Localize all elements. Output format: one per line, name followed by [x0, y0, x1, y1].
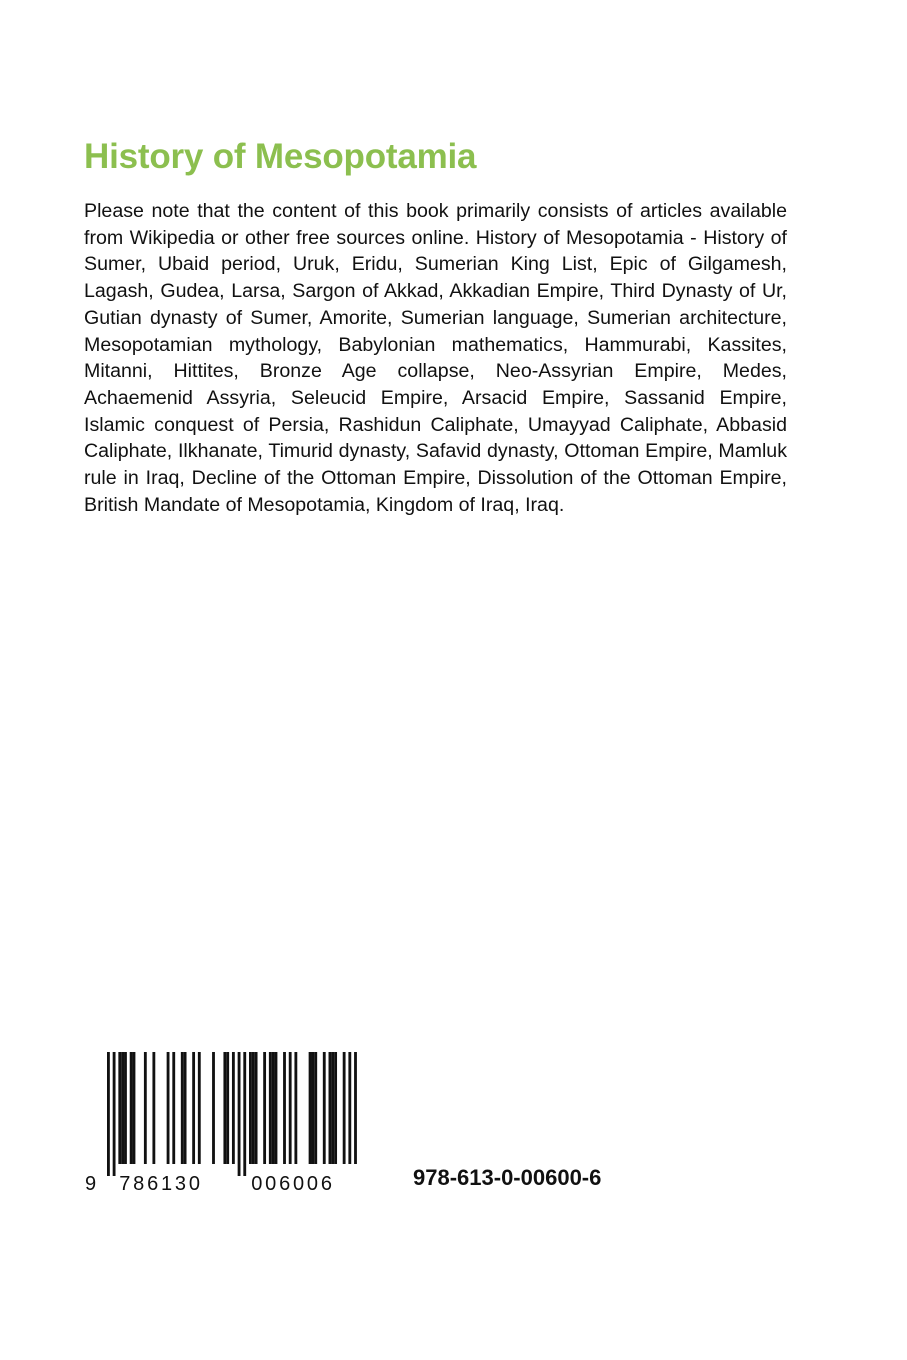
- barcode-bar: [252, 1052, 255, 1164]
- barcode-bar: [184, 1052, 187, 1164]
- barcode-bar: [198, 1052, 201, 1164]
- barcode-bar: [223, 1052, 226, 1164]
- barcode-bar: [249, 1052, 252, 1164]
- barcode-bar: [167, 1052, 170, 1164]
- barcode-bar: [192, 1052, 195, 1164]
- barcode-bar: [226, 1052, 229, 1164]
- barcode-bar: [255, 1052, 258, 1164]
- barcode-bar: [289, 1052, 292, 1164]
- barcode-bar: [238, 1052, 241, 1176]
- barcode-bar: [263, 1052, 266, 1164]
- barcode-bar: [272, 1052, 275, 1164]
- barcode-first-digit: 9: [85, 1173, 97, 1195]
- barcode-bar: [121, 1052, 124, 1164]
- barcode-bar: [130, 1052, 133, 1164]
- barcode-bar: [354, 1052, 357, 1164]
- barcode-bar: [323, 1052, 326, 1164]
- barcode-bar: [181, 1052, 184, 1164]
- barcode-bar: [348, 1052, 351, 1164]
- barcode-bar: [343, 1052, 346, 1164]
- barcode-right-digits: 006006: [251, 1173, 335, 1195]
- barcode-bar: [133, 1052, 136, 1164]
- book-description: Please note that the content of this book primarily consists of articles available from Wikipedia or other free sources online. History of Mesopotamia - History of Sumer, Ubaid period, Uruk, Eridu, Sumerian King List, Epic of Gilgamesh, Lagash, Gudea, Larsa, Sargon of Akkad, Akkadian Empire, Third Dynasty of Ur, Gutian dynasty of Sumer, Amorite, Sumerian language, Sumerian architecture, Mesopotamian mythology, Babylonian mathematics, Hammurabi, Kassites, Mitanni, Hittites, Bronze Age collapse, Neo-Assyrian Empire, Medes, Achaemenid Assyria, Seleucid Empire, Arsacid Empire, Sassanid Empire, Islamic conquest of Persia, Rashidun Caliphate, Umayyad Caliphate, Abbasid Caliphate, Ilkhanate, Timurid dynasty, Safavid dynasty, Ottoman Empire, Mamluk rule in Iraq, Decline of the Ottoman Empire, Dissolution of the Ottoman Empire, British Mandate of Mesopotamia, Kingdom of Iraq, Iraq.: [84, 200, 787, 516]
- barcode-bar: [212, 1052, 215, 1164]
- barcode-bar: [107, 1052, 110, 1176]
- isbn-number: 978-613-0-00600-6: [413, 1165, 602, 1190]
- barcode-bar: [311, 1052, 314, 1164]
- barcode-bar: [243, 1052, 246, 1176]
- barcode-bar: [309, 1052, 312, 1164]
- barcode-bar: [269, 1052, 272, 1164]
- barcode-bar: [314, 1052, 317, 1164]
- barcode-graphic: [83, 1052, 363, 1197]
- barcode-bar: [124, 1052, 127, 1164]
- barcode-bar: [152, 1052, 155, 1164]
- barcode-bar: [113, 1052, 116, 1176]
- barcode-bar: [172, 1052, 175, 1164]
- barcode-bar: [334, 1052, 337, 1164]
- barcode-bar: [331, 1052, 334, 1164]
- barcode-bar: [144, 1052, 147, 1164]
- barcode: [83, 1052, 363, 1197]
- barcode-bar: [294, 1052, 297, 1164]
- barcode-bar: [232, 1052, 235, 1164]
- barcode-bar: [283, 1052, 286, 1164]
- book-title: History of Mesopotamia: [84, 137, 477, 176]
- barcode-bar: [118, 1052, 121, 1164]
- barcode-bar: [275, 1052, 278, 1164]
- barcode-left-digits: 786130: [119, 1173, 203, 1195]
- barcode-bar: [329, 1052, 332, 1164]
